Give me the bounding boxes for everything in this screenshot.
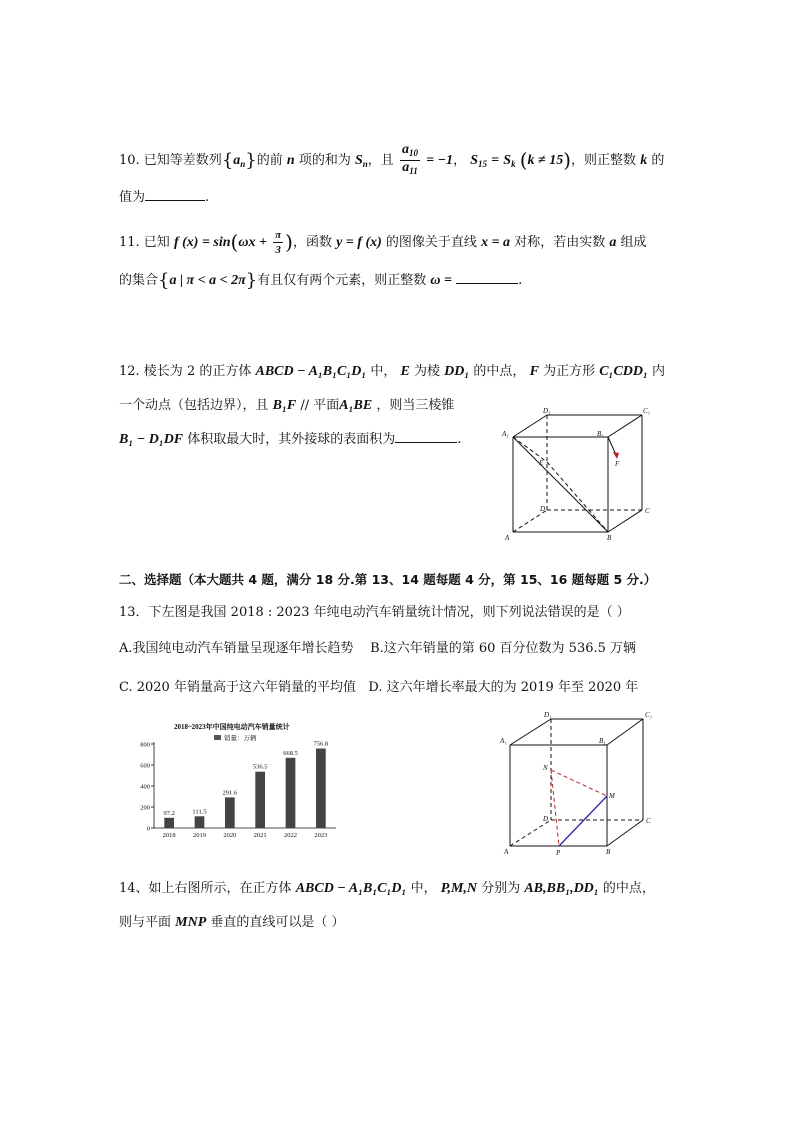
answer-blank bbox=[395, 430, 457, 443]
y-tick-label: 200 bbox=[140, 804, 150, 812]
bar-value-label: 756.8 bbox=[313, 740, 329, 748]
label-A1: A₁ bbox=[502, 430, 509, 438]
label-B1: B₁ bbox=[599, 737, 606, 745]
q11-fraction: $\frac{\pi}{3}$ bbox=[275, 229, 282, 256]
label-A1: A₁ bbox=[500, 737, 507, 745]
bar-2021 bbox=[255, 772, 265, 828]
label-E: E bbox=[539, 459, 544, 467]
label-D1: D₁ bbox=[544, 711, 552, 719]
label-C1: C₁ bbox=[645, 711, 653, 719]
q11-line2: 的集合{a | π < a < 2π}有且仅有两个元素，则正整数 ω = . bbox=[119, 270, 523, 291]
bar-value-label: 291.6 bbox=[222, 789, 238, 797]
q13-option-b: B.这六年销量的第 60 百分位数为 536.5 万辆 bbox=[370, 641, 637, 656]
q12-line1: 12. 棱长为 2 的正方体 ABCD − A₁B₁C₁D₁ 中， E 为棱 DD₁ 的中点， F 为正方形 C₁CDD₁ 内 bbox=[119, 364, 666, 379]
bar-value-label: 97.2 bbox=[163, 809, 175, 817]
bar-value-label: 111.5 bbox=[192, 808, 207, 816]
y-tick-label: 400 bbox=[140, 783, 150, 791]
x-tick-label: 2020 bbox=[223, 832, 237, 839]
q10-line1: 10. 已知等差数列$\{a_n\}$的前 n 项的和为 $S_n$，且 $\frac{a_{10}}{a_{11}}$ = −1， $S_{15} = S_k$ (k ≠ 15)，则正整数 k 的 bbox=[119, 142, 665, 176]
q12-line3: B₁ − D₁DF 体积取最大时，其外接球的表面积为 . bbox=[119, 432, 462, 447]
label-D: D bbox=[543, 815, 549, 823]
q11-line1: 11. 已知 f (x) = sin(ωx + $\frac{\pi}{3}$ )，函数 y = f (x) 的图像关于直线 x = a 对称，若由实数 a 组成 bbox=[119, 229, 647, 256]
label-M: M bbox=[609, 792, 615, 800]
bar-2022 bbox=[286, 758, 296, 828]
label-N: N bbox=[543, 764, 548, 772]
bar-value-label: 536.5 bbox=[252, 763, 268, 771]
q13-stem: 13．下左图是我国 2018 : 2023 年纯电动汽车销量统计情况，则下列说法错误的是（ ） bbox=[119, 605, 630, 620]
q14-line1: 14、如上右图所示，在正方体 ABCD − A₁B₁C₁D₁ 中， P,M,N 分别为 AB,BB₁,DD₁ 的中点， bbox=[119, 881, 655, 896]
label-A: A bbox=[505, 534, 510, 542]
bar-2020 bbox=[225, 797, 235, 828]
cube-figure-q12 bbox=[495, 405, 665, 547]
label-A: A bbox=[504, 848, 509, 856]
label-C: C bbox=[646, 817, 651, 825]
label-B1: B₁ bbox=[597, 430, 604, 438]
x-tick-label: 2021 bbox=[253, 832, 267, 839]
q12-line2: 一个动点（包括边界），且 B₁F // 平面A₁BE ，则当三棱锥 bbox=[119, 398, 455, 413]
q13-option-a: A.我国纯电动汽车销量呈现逐年增长趋势 bbox=[119, 641, 354, 656]
bar-value-label: 668.5 bbox=[283, 749, 298, 757]
chart-title: 2018~2023年中国纯电动汽车销量统计 bbox=[174, 723, 290, 731]
label-D1: D₁ bbox=[543, 407, 551, 415]
answer-blank bbox=[145, 188, 205, 201]
q13-options-cd bbox=[119, 679, 638, 697]
x-tick-label: 2019 bbox=[193, 832, 206, 839]
bar-2023 bbox=[316, 749, 326, 828]
chart-legend: 销量：万辆 bbox=[224, 735, 257, 742]
x-tick-label: 2022 bbox=[284, 832, 297, 839]
cube-figure-q14 bbox=[495, 708, 665, 858]
label-B: B bbox=[606, 848, 611, 856]
legend-swatch bbox=[214, 735, 221, 740]
q10-line2: 值为 . bbox=[119, 190, 210, 205]
x-tick-label: 2018 bbox=[162, 832, 176, 839]
y-tick-label: 600 bbox=[140, 762, 150, 770]
sales-bar-chart bbox=[124, 718, 344, 848]
bar-2019 bbox=[195, 816, 205, 828]
section-heading: 二、选择题（本大题共 4 题，满分 18 分.第 13、14 题每题 4 分，第 15、16 题每题 5 分.） bbox=[119, 572, 657, 587]
label-C: C bbox=[645, 507, 650, 515]
answer-blank bbox=[456, 271, 518, 284]
label-B: B bbox=[607, 534, 612, 542]
x-tick-label: 2023 bbox=[314, 832, 328, 839]
bar-2018 bbox=[164, 818, 174, 828]
y-tick-label: 800 bbox=[140, 741, 150, 749]
y-tick-label: 0 bbox=[146, 825, 150, 833]
label-F: F bbox=[615, 460, 620, 468]
q13-option-c: C. 2020 年销量高于这六年销量的平均值 bbox=[119, 680, 356, 695]
q14-line2: 则与平面 MNP 垂直的直线可以是（ ） bbox=[119, 915, 345, 930]
q10-fraction: $\frac{a_{10}}{a_{11}}$ bbox=[401, 142, 418, 176]
label-D: D bbox=[540, 505, 546, 513]
label-C1: C₁ bbox=[643, 407, 651, 415]
q13-option-d: D. 这六年增长率最大的为 2019 年至 2020 年 bbox=[368, 680, 639, 695]
q13-options-ab bbox=[119, 640, 636, 658]
label-P: P bbox=[556, 849, 561, 857]
